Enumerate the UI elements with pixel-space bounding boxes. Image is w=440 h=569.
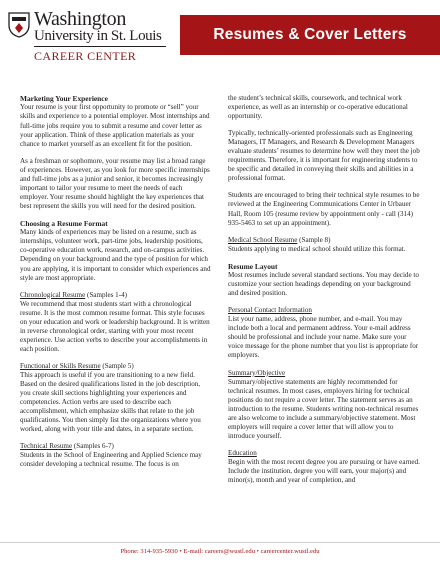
section-heading-choosing-format: Choosing a Resume Format <box>20 218 108 228</box>
left-column <box>20 94 212 477</box>
section-heading-layout: Resume Layout <box>228 261 278 271</box>
subheading-chronological <box>20 291 212 300</box>
paragraph-marketing-1: Your resume is your first opportunity to promote or “sell” your skills and experience to a potential employer. Most internships and full-time jobs require you to submit a resume and cover letter as your application. Think of these application materials as your chance to market yourself as an excellent fit for the position. <box>20 103 210 148</box>
paragraph-summary: Summary/objective statements are highly recommended for technical resumes. In most cases, employers hiring for technical positions do not require a cover letter. The statement serves as an introduction to the resume. Students writing non-technical resumes are also welcome to include a summary/objective statement. Most employers will require a cover letter that will allow you to introduce yourself. <box>228 377 419 440</box>
subheading-summary <box>228 369 420 378</box>
subheading-contact <box>228 306 420 315</box>
paragraph-education: Begin with the most recent degree you are pursuing or have earned. Include the institution, degree you will earn, your major(s) and minor(s), month and year of completion, and <box>228 457 420 485</box>
paragraph-contact: List your name, address, phone number, and e-mail. You may include both a local and permanent address. Your e-mail address should be professional and include your name. Make sure your voice message for the phone number that you list is appropriate for employers. <box>228 315 419 360</box>
label-education: Education <box>228 448 257 457</box>
paragraph-technical-start: Students in the School of Engineering and Applied Science may consider developing a technical resume. The focus is on <box>20 451 202 469</box>
logo-wordmark-washington: Washington <box>34 8 127 30</box>
label-medical: Medical School Resume <box>228 235 298 244</box>
logo-wordmark-university: University in St. Louis <box>34 28 162 44</box>
label-functional: Functional or Skills Resume <box>20 361 101 370</box>
logo-divider <box>34 46 166 47</box>
shield-seal-icon <box>8 12 30 38</box>
samples-chronological: (Samples 1-4) <box>85 290 127 299</box>
page-title: Resumes & Cover Letters <box>213 26 407 43</box>
paragraph-layout: Most resumes include several standard sections. You may decide to customize your section headings depending on your background and desired position. <box>228 271 419 298</box>
subheading-technical <box>20 442 212 451</box>
subheading-functional <box>20 362 212 371</box>
label-summary: Summary/Objective <box>228 368 286 377</box>
university-logo <box>8 8 198 64</box>
paragraph-technical-continued: the student’s technical skills, coursework, and technical work experience, as well as an internship or co-operative educational opportunity. <box>228 94 408 121</box>
page-header <box>0 0 440 72</box>
subheading-education <box>228 449 420 458</box>
paragraph-functional: This approach is useful if you are transitioning to a new field. Based on the desired qualifications listed in the job description, you create skill sections highlighting your experiences and competencies. Action verbs are used to describe each accomplishment, which emphasize skills that relate to the job qualifications. You then simply list the organizations where you worked, along with your title and dates, in a separate section. <box>20 370 201 434</box>
paragraph-choosing-format: Many kinds of experiences may be listed on a resume, such as internships, volunteer work, part-time jobs, leadership positions, co-operative education work, research, and on-campus activities. Depending on your background and the type of position for which you are applying, it is important to consider which experiences and style are most appropriate. <box>20 228 211 282</box>
paragraph-technical-2: Typically, technically-oriented professionals such as Engineering Managers, IT Managers, and Research & Development Managers evaluate students’ resumes to determine how well they meet the job requirements. Therefore, it is important for engineering students to be specific and detailed in conveying their skills and abilities in a professional format. <box>228 129 420 183</box>
footer-divider <box>0 542 440 543</box>
label-technical: Technical Resume <box>20 442 73 451</box>
section-heading-marketing: Marketing Your Experience <box>20 94 108 103</box>
right-column <box>228 94 420 493</box>
paragraph-marketing-2: As a freshman or sophomore, your resume may list a broad range of experiences. However, as you look for more specific internships and full-time jobs as a junior and senior, it becomes increasingly important to tailor your resume to meet the needs of each employer. Your resume should highlight the key experiences that best represent the skills you will need for the desired position. <box>20 156 210 210</box>
label-chronological: Chronological Resume <box>20 290 86 299</box>
samples-functional: (Sample 5) <box>100 361 134 370</box>
subheading-medical <box>228 236 420 245</box>
label-contact: Personal Contact Information <box>228 306 312 315</box>
logo-career-center: CAREER CENTER <box>34 49 137 63</box>
samples-medical: (Sample 8) <box>297 235 331 244</box>
paragraph-medical: Students applying to medical school should utilize this format. <box>228 244 406 253</box>
title-banner <box>180 15 440 55</box>
samples-technical: (Samples 6-7) <box>72 442 114 451</box>
footer-contact: Phone: 314-935-5930 • E-mail: careers@wustl.edu • careercenter.wustl.edu <box>120 548 320 555</box>
paragraph-technical-3: Students are encouraged to bring their technical style resumes to be reviewed at the Engineering Communications Center in Urbauer Hall, Room 105 (resume review by appointment only - call (314) 935-5463 to set up an appointment). <box>228 191 420 227</box>
paragraph-chronological: We recommend that most students start with a chronological resume. It is the most common resume format. This style focuses on your education and work or leadership background. It is written in reverse chronological order, starting with your most recent experience. Use action verbs to describe your accomplishments in each position. <box>20 299 210 353</box>
